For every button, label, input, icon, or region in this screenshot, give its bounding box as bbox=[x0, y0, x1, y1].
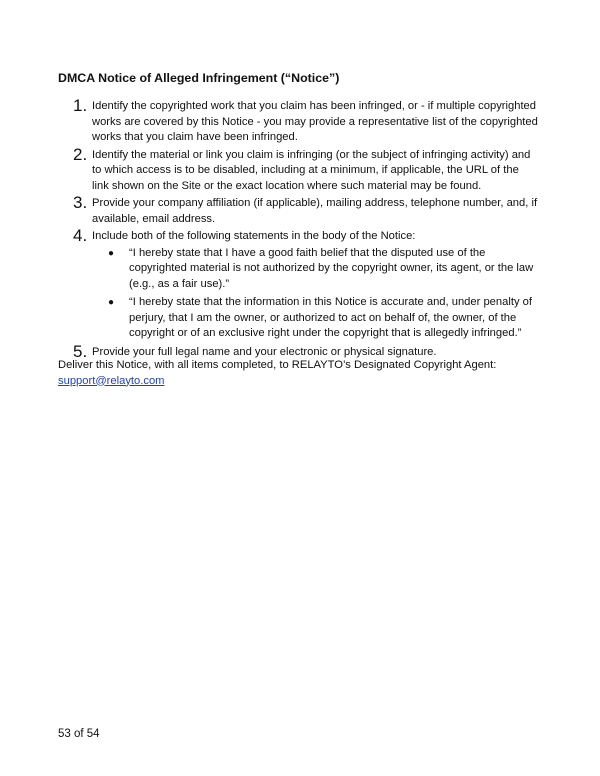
statements-list bbox=[92, 246, 538, 342]
delivery-paragraph bbox=[58, 358, 538, 389]
bullet-icon: ● bbox=[108, 247, 115, 259]
item-text-2: Identify the material or link you claim is infringing (or the subject of infringing activity) and to which access is to be disabled, including at a minimum, if applicable, the URL of the link shown on the Site or the exact location where such material may be found. bbox=[92, 148, 531, 192]
support-email-link[interactable]: support@relayto.com bbox=[58, 374, 165, 387]
item-number-5: 5. bbox=[73, 341, 88, 361]
page-number: 53 of 54 bbox=[58, 728, 100, 740]
list-item-4 bbox=[58, 226, 538, 342]
notice-heading: DMCA Notice of Alleged Infringement (“Notice”) bbox=[58, 71, 340, 85]
item-text-4: Include both of the following statements in the body of the Notice: bbox=[92, 230, 416, 242]
bullet-icon: ● bbox=[108, 297, 115, 308]
item-number-4: 4. bbox=[73, 226, 88, 245]
item-text-1: Identify the copyrighted work that you claim has been infringed, or - if multiple copyrighted works are covered by this Notice - you may provide a representative list of the copyrighted works that you claim have been infringed. bbox=[92, 100, 538, 143]
statement-accuracy bbox=[108, 295, 538, 342]
requirements-list bbox=[58, 96, 538, 362]
item-number-2: 2. bbox=[73, 144, 88, 164]
list-item-3 bbox=[58, 193, 538, 227]
statement-text-1: “I hereby state that I have a good faith belief that the disputed use of the copyrighted material is not authorized by the copyright owner, its agent, or the law (e.g., as a fair use).” bbox=[129, 246, 534, 290]
list-item-2 bbox=[58, 144, 538, 195]
item-text-3: Provide your company affiliation (if applicable), mailing address, telephone number, and, if available, email address. bbox=[92, 197, 538, 225]
item-number-1: 1. bbox=[73, 96, 88, 115]
list-item-1 bbox=[58, 96, 538, 146]
item-number-3: 3. bbox=[73, 193, 88, 212]
statement-good-faith bbox=[108, 246, 538, 293]
statement-text-2: “I hereby state that the information in this Notice is accurate and, under penalty of perjury, that I am the owner, or authorized to act on behalf of, the owner, of the copyright or of an exclusive right under the copyright that is allegedly infringed.” bbox=[129, 296, 532, 339]
item-text-5: Provide your full legal name and your electronic or physical signature. bbox=[92, 345, 437, 358]
delivery-text: Deliver this Notice, with all items completed, to RELAYTO’s Designated Copyright Agent: bbox=[58, 359, 497, 371]
